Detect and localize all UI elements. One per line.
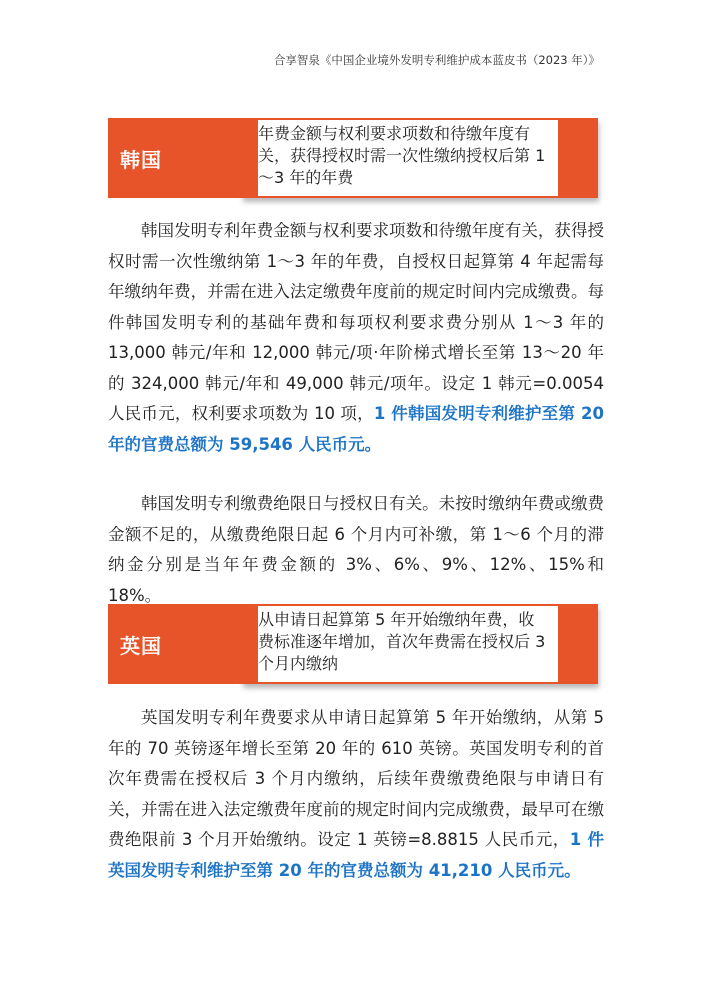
paragraph-text: 韩国发明专利年费金额与权利要求项数和待缴年度有关，获得授权时需一次性缴纳第 1～3 年的年费，自授权日起算第 4 年起需每年缴纳年费，并需在进入法定缴费年度前的规定时间内完成缴费。每件韩国发明专利的基础年费和每项权利要求费分别从 1～3 年的 13,000 韩元/年和 12,000 韩元/项·年阶梯式增长至第 13～20 年的 324,000 韩元/年和 49,000 韩元/项年。设定 1 韩元=0.0054 人民币元，权利要求项数为 10 项，	[108, 221, 604, 423]
section-tag-label: 英国	[120, 633, 162, 658]
paragraph-highlight: 1 件韩国发明专利维护至第 20 年的官费总额为 59,546 人民币元。	[108, 404, 604, 454]
running-header: 合享智泉《中国企业境外发明专利维护成本蓝皮书（2023 年）》	[273, 53, 600, 67]
section-banner-korea	[108, 118, 596, 198]
section-tag	[108, 118, 258, 198]
summary-box	[240, 118, 596, 198]
paragraph	[108, 703, 604, 886]
paragraph	[108, 216, 604, 460]
section-tag-label: 韩国	[120, 147, 162, 172]
paragraph-highlight: 1 件英国发明专利维护至第 20 年的官费总额为 41,210 人民币元。	[108, 830, 604, 880]
section-summary: 从申请日起算第 5 年开始缴纳年费，收费标准逐年增加，首次年费需在授权后 3 个月内缴纳	[258, 610, 546, 673]
summary-box	[240, 604, 596, 684]
paragraph	[108, 489, 604, 611]
paragraph-text: 英国发明专利年费要求从申请日起算第 5 年开始缴纳，从第 5 年的 70 英镑逐年增长至第 20 年的 610 英镑。英国发明专利的首次年费需在授权后 3 个月内缴纳，后续年费缴费绝限与申请日有关，并需在进入法定缴费年度前的规定时间内完成缴费，最早可在缴费绝限前 3 个月开始缴纳。设定 1 英镑=8.8815 人民币元，	[108, 708, 604, 849]
section-banner-uk	[108, 604, 596, 684]
section-tag	[108, 604, 258, 684]
section-summary: 年费金额与权利要求项数和待缴年度有关，获得授权时需一次性缴纳授权后第 1～3 年的年费	[258, 124, 546, 187]
paragraph-text: 韩国发明专利缴费绝限日与授权日有关。未按时缴纳年费或缴费金额不足的，从缴费绝限日起 6 个月内可补缴，第 1～6 个月的滞纳金分别是当年年费金额的 3%、6%、9%、12%、15%和 18%。	[108, 494, 604, 605]
